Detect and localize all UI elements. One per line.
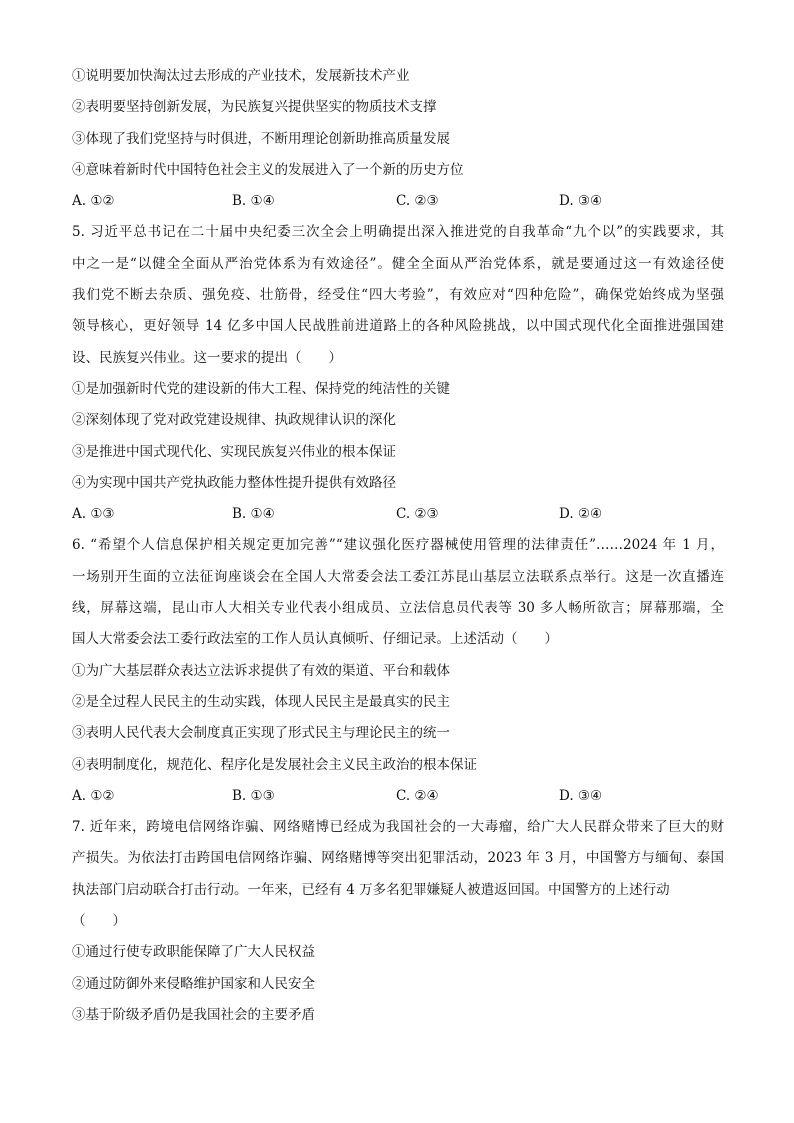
statement-3: ③是推进中国式现代化、实现民族复兴伟业的根本保证 (72, 443, 396, 460)
option-a[interactable]: A. ①② (72, 787, 115, 804)
statement-1: ①为广大基层群众表达立法诉求提供了有效的渠道、平台和载体 (72, 662, 450, 679)
answer-options (72, 501, 724, 532)
statement-4: ④为实现中国共产党执政能力整体性提升提供有效路径 (72, 474, 396, 491)
statement-2: ②表明要坚持创新发展，为民族复兴提供坚实的物质技术支撑 (72, 99, 437, 116)
option-b[interactable]: B. ①③ (232, 787, 275, 804)
answer-options (72, 188, 724, 219)
statement-4: ④表明制度化，规范化、程序化是发展社会主义民主政治的根本保证 (72, 756, 477, 773)
question-stem-line: 一场别开生面的立法征询座谈会在全国人大常委会法工委江苏昆山基层立法联系点举行。这是一次直播连 (72, 568, 724, 585)
question-stem-line: 领导核心，更好领导 14 亿多中国人民战胜前进道路上的各种风险挑战，以中国式现代化全面推进强国建 (72, 318, 724, 335)
option-d[interactable]: D. ③④ (559, 193, 603, 210)
question-stem-line: 产损失。为依法打击跨国电信网络诈骗、网络赌博等突出犯罪活动，2023 年 3 月，中国警方与缅甸、泰国 (72, 850, 724, 867)
option-b[interactable]: B. ①④ (232, 193, 275, 210)
statement-2: ②深刻体现了党对政党建设规律、执政规律认识的深化 (72, 412, 396, 429)
statement-1: ①说明要加快淘汰过去形成的产业技术，发展新技术产业 (72, 68, 410, 84)
question-7 (72, 814, 724, 1033)
question-4 (72, 63, 724, 219)
statement-3: ③体现了我们党坚持与时俱进，不断用理论创新助推高质量发展 (72, 130, 450, 147)
question-stem-line: （ ） (72, 913, 126, 930)
statement-2: ②通过防御外来侵略维护国家和人民安全 (72, 975, 315, 992)
option-d[interactable]: D. ②④ (559, 506, 603, 523)
statement-1: ①通过行使专政职能保障了广大人民权益 (72, 944, 315, 961)
statement-2: ②是全过程人民民主的生动实践，体现人民民主是最真实的民主 (72, 693, 450, 710)
option-a[interactable]: A. ①② (72, 193, 115, 210)
option-c[interactable]: C. ②④ (396, 787, 439, 804)
question-stem-line: 线，屏幕这端，昆山市人大相关专业代表小组成员、立法信息员代表等 30 多人畅所欲言；屏幕那端，全 (72, 600, 724, 617)
answer-options (72, 783, 724, 814)
statement-1: ①是加强新时代党的建设新的伟大工程、保持党的纯洁性的关键 (72, 380, 450, 397)
question-stem-line: 5. 习近平总书记在二十届中央纪委三次全会上明确提出深入推进党的自我革命“九个以”的实践要求，其 (72, 224, 724, 241)
option-c[interactable]: C. ②③ (396, 193, 439, 210)
question-5 (72, 219, 724, 532)
option-a[interactable]: A. ①③ (72, 506, 115, 523)
statement-3: ③表明人民代表大会制度真正实现了形式民主与理论民主的统一 (72, 725, 450, 742)
question-stem-line: 执法部门启动联合打击行动。一年来，已经有 4 万多名犯罪嫌疑人被遣返回国。中国警方的上述行动 (72, 881, 670, 898)
exam-page (72, 63, 724, 1033)
statement-4: ④意味着新时代中国特色社会主义的发展进入了一个新的历史方位 (72, 161, 464, 178)
question-stem-line: 6. “希望个人信息保护相关规定更加完善”“建议强化医疗器械使用管理的法律责任”……2024 年 1 月， (72, 537, 724, 554)
statement-3: ③基于阶级矛盾仍是我国社会的主要矛盾 (72, 1006, 315, 1023)
question-stem-line: 中之一是“以健全全面从严治党体系为有效途径”。健全全面从严治党体系，就是要通过这一有效途径使 (72, 255, 724, 272)
option-c[interactable]: C. ②③ (396, 506, 439, 523)
question-stem-line: 7. 近年来，跨境电信网络诈骗、网络赌博已经成为我国社会的一大毒瘤，给广大人民群众带来了巨大的财 (72, 819, 724, 836)
question-stem-line: 我们党不断去杂质、强免疫、壮筋骨，经受住“四大考验”，有效应对“四种危险”，确保党始终成为坚强 (72, 287, 724, 304)
option-d[interactable]: D. ③④ (559, 787, 603, 804)
question-stem-line: 设、民族复兴伟业。这一要求的提出（ ） (72, 349, 342, 366)
question-stem-line: 国人大常委会法工委行政法室的工作人员认真倾听、仔细记录。上述活动（ ） (72, 631, 558, 648)
question-6 (72, 532, 724, 814)
option-b[interactable]: B. ①④ (232, 506, 275, 523)
